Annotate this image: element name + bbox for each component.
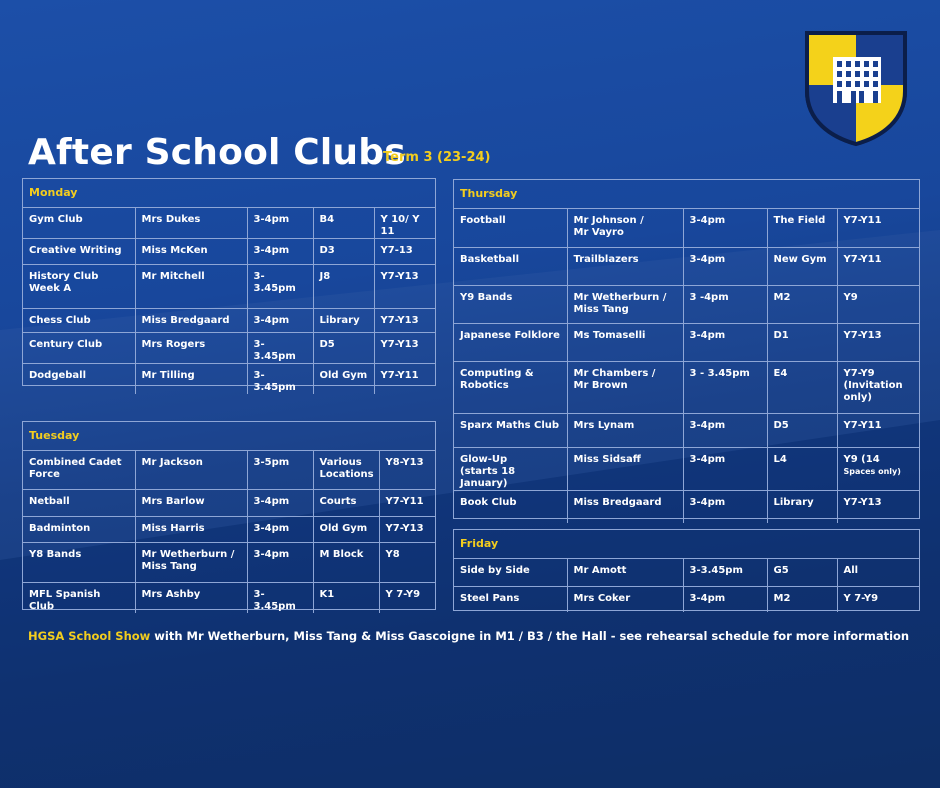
club-time: 3-4pm xyxy=(683,413,767,447)
table-row xyxy=(454,285,919,323)
club-location: B4 xyxy=(313,208,374,239)
monday-clubs xyxy=(23,208,435,394)
club-years: Y7-Y11 xyxy=(380,370,419,381)
table-row xyxy=(454,490,919,523)
club-years: Y7-13 xyxy=(374,239,435,265)
club-years: Y 7-Y9 xyxy=(843,592,879,604)
club-location: D5 xyxy=(313,333,374,364)
club-name: Side by Side xyxy=(454,559,567,586)
club-location: M2 xyxy=(767,285,837,323)
club-location: M Block xyxy=(313,542,379,582)
table-row xyxy=(454,247,919,285)
club-staff: Mrs Barlow xyxy=(135,489,247,516)
club-years: Y8 xyxy=(379,542,435,582)
table-row xyxy=(454,413,919,447)
club-staff: Mrs Ashby xyxy=(135,582,247,613)
table-row xyxy=(454,586,919,612)
table-row xyxy=(454,323,919,361)
club-time: 3-3.45pm xyxy=(247,364,313,395)
club-location: Various Locations xyxy=(313,451,379,489)
club-years: Y7-Y13 xyxy=(837,323,919,361)
club-staff: Mr Tilling xyxy=(135,364,247,395)
thursday-table xyxy=(453,179,920,519)
club-name: Y8 Bands xyxy=(23,542,135,582)
club-name: Book Club xyxy=(454,490,567,523)
club-time: 3-3.45pm xyxy=(247,333,313,364)
club-location: D5 xyxy=(767,413,837,447)
club-years: Y7-Y13 xyxy=(374,333,435,364)
club-name: History Club Week A xyxy=(23,265,135,309)
club-staff: Mr Wetherburn / Miss Tang xyxy=(567,285,683,323)
table-row xyxy=(23,582,435,613)
table-row xyxy=(23,364,435,395)
club-location: M2 xyxy=(767,586,837,612)
table-row xyxy=(454,559,919,586)
table-row xyxy=(23,451,435,489)
club-years: Y7-Y13 xyxy=(374,309,435,333)
club-name: Combined Cadet Force xyxy=(23,451,135,489)
club-years: Y 7-Y9 xyxy=(385,588,421,600)
table-row xyxy=(23,265,435,309)
club-years: Y8-Y13 xyxy=(379,451,435,489)
club-location: E4 xyxy=(767,361,837,413)
thursday-clubs xyxy=(454,209,919,523)
friday-table xyxy=(453,529,920,611)
club-location: G5 xyxy=(767,559,837,586)
club-staff: Mrs Rogers xyxy=(135,333,247,364)
club-staff: Mr Mitchell xyxy=(135,265,247,309)
school-show-details: with Mr Wetherburn, Miss Tang & Miss Gascoigne in M1 / B3 / the Hall - see rehearsal schedule for more information xyxy=(150,629,910,643)
club-location: L4 xyxy=(767,447,837,490)
club-years: Y 10/ Y 11 xyxy=(374,208,435,239)
school-show-note xyxy=(28,629,909,643)
club-name: Sparx Maths Club xyxy=(454,413,567,447)
club-name: Glow-Up (starts 18 January) xyxy=(454,447,567,490)
club-name: Basketball xyxy=(454,247,567,285)
club-years: Y7-Y13 xyxy=(843,496,882,508)
club-name: Y9 Bands xyxy=(454,285,567,323)
club-name: Football xyxy=(454,209,567,247)
table-row xyxy=(23,333,435,364)
club-name: Steel Pans xyxy=(454,586,567,612)
club-time: 3-4pm xyxy=(247,542,313,582)
club-name: MFL Spanish Club xyxy=(23,582,135,613)
club-staff: Mr Wetherburn / Miss Tang xyxy=(135,542,247,582)
club-time: 3 -4pm xyxy=(683,285,767,323)
table-row xyxy=(454,209,919,247)
club-years: Y7-Y11 xyxy=(379,489,435,516)
club-time: 3-4pm xyxy=(247,309,313,333)
club-name: Japanese Folklore xyxy=(454,323,567,361)
club-name: Century Club xyxy=(23,333,135,364)
club-time: 3-4pm xyxy=(683,490,767,523)
club-time: 3-4pm xyxy=(683,323,767,361)
table-row xyxy=(23,309,435,333)
club-time: 3-4pm xyxy=(683,447,767,490)
club-name: Computing & Robotics xyxy=(454,361,567,413)
club-name: Chess Club xyxy=(23,309,135,333)
club-time: 3-4pm xyxy=(683,209,767,247)
club-years: Y7-Y11 xyxy=(837,247,919,285)
club-location: J8 xyxy=(313,265,374,309)
club-time: 3-5pm xyxy=(247,451,313,489)
club-name: Dodgeball xyxy=(23,364,135,395)
table-row xyxy=(454,361,919,413)
day-heading-friday: Friday xyxy=(454,530,919,559)
term-label: Term 3 (23-24) xyxy=(383,150,491,165)
club-time: 3-4pm xyxy=(247,239,313,265)
club-staff: Trailblazers xyxy=(567,247,683,285)
club-name: Creative Writing xyxy=(23,239,135,265)
club-time: 3-3.45pm xyxy=(247,265,313,309)
table-row xyxy=(23,542,435,582)
club-location: The Field xyxy=(767,209,837,247)
tuesday-clubs xyxy=(23,451,435,613)
club-location: Library xyxy=(313,309,374,333)
day-heading-monday: Monday xyxy=(23,179,435,208)
monday-table xyxy=(22,178,436,393)
table-row xyxy=(23,489,435,516)
club-staff: Miss Sidsaff xyxy=(567,447,683,490)
club-location: D3 xyxy=(313,239,374,265)
club-staff: Miss Bredgaard xyxy=(567,490,683,523)
table-row xyxy=(454,447,919,490)
club-years: Y7-Y9 (Invitation only) xyxy=(837,361,919,413)
club-staff: Mr Johnson / Mr Vayro xyxy=(567,209,683,247)
day-heading-thursday: Thursday xyxy=(454,180,919,209)
club-years: Y9 xyxy=(837,285,919,323)
club-staff: Mrs Dukes xyxy=(135,208,247,239)
club-time: 3-4pm xyxy=(247,516,313,542)
school-show-title: HGSA School Show xyxy=(28,629,151,643)
club-time: 3-4pm xyxy=(247,208,313,239)
club-location: D1 xyxy=(767,323,837,361)
club-time: 3-3.45pm xyxy=(683,559,767,586)
tuesday-table xyxy=(22,421,436,610)
club-location: Old Gym xyxy=(313,364,374,395)
school-crest-icon xyxy=(803,29,909,147)
club-time: 3-4pm xyxy=(247,489,313,516)
club-staff: Mr Jackson xyxy=(135,451,247,489)
club-time: 3-3.45pm xyxy=(247,582,313,613)
club-name: Badminton xyxy=(23,516,135,542)
club-years: Y7-Y11 xyxy=(837,413,919,447)
club-years: All xyxy=(837,559,919,586)
club-location: K1 xyxy=(313,582,379,613)
club-years: Y7-Y13 xyxy=(379,516,435,542)
club-years: Y7-Y11 xyxy=(837,209,919,247)
club-staff: Miss Harris xyxy=(135,516,247,542)
club-location: Library xyxy=(767,490,837,523)
spaces-note: Spaces only) xyxy=(843,466,901,476)
page-title: After School Clubs xyxy=(28,132,406,173)
club-location: Courts xyxy=(313,489,379,516)
table-row xyxy=(23,516,435,542)
club-time: 3 - 3.45pm xyxy=(683,361,767,413)
table-row xyxy=(23,239,435,265)
club-name: Netball xyxy=(23,489,135,516)
club-name: Gym Club xyxy=(23,208,135,239)
table-row xyxy=(23,208,435,239)
day-heading-tuesday: Tuesday xyxy=(23,422,435,451)
club-years: Y7-Y13 xyxy=(374,265,435,309)
club-staff: Mrs Coker xyxy=(567,586,683,612)
club-location: New Gym xyxy=(767,247,837,285)
club-location: Old Gym xyxy=(313,516,379,542)
club-time: 3-4pm xyxy=(683,247,767,285)
club-staff: Miss McKen xyxy=(135,239,247,265)
club-staff: Miss Bredgaard xyxy=(135,309,247,333)
club-staff: Mr Chambers / Mr Brown xyxy=(567,361,683,413)
club-staff: Mrs Lynam xyxy=(567,413,683,447)
club-staff: Mr Amott xyxy=(567,559,683,586)
friday-clubs xyxy=(454,559,919,612)
club-staff: Ms Tomaselli xyxy=(567,323,683,361)
club-years: Y9 (14 Spaces only) xyxy=(837,447,919,490)
club-time: 3-4pm xyxy=(683,586,767,612)
